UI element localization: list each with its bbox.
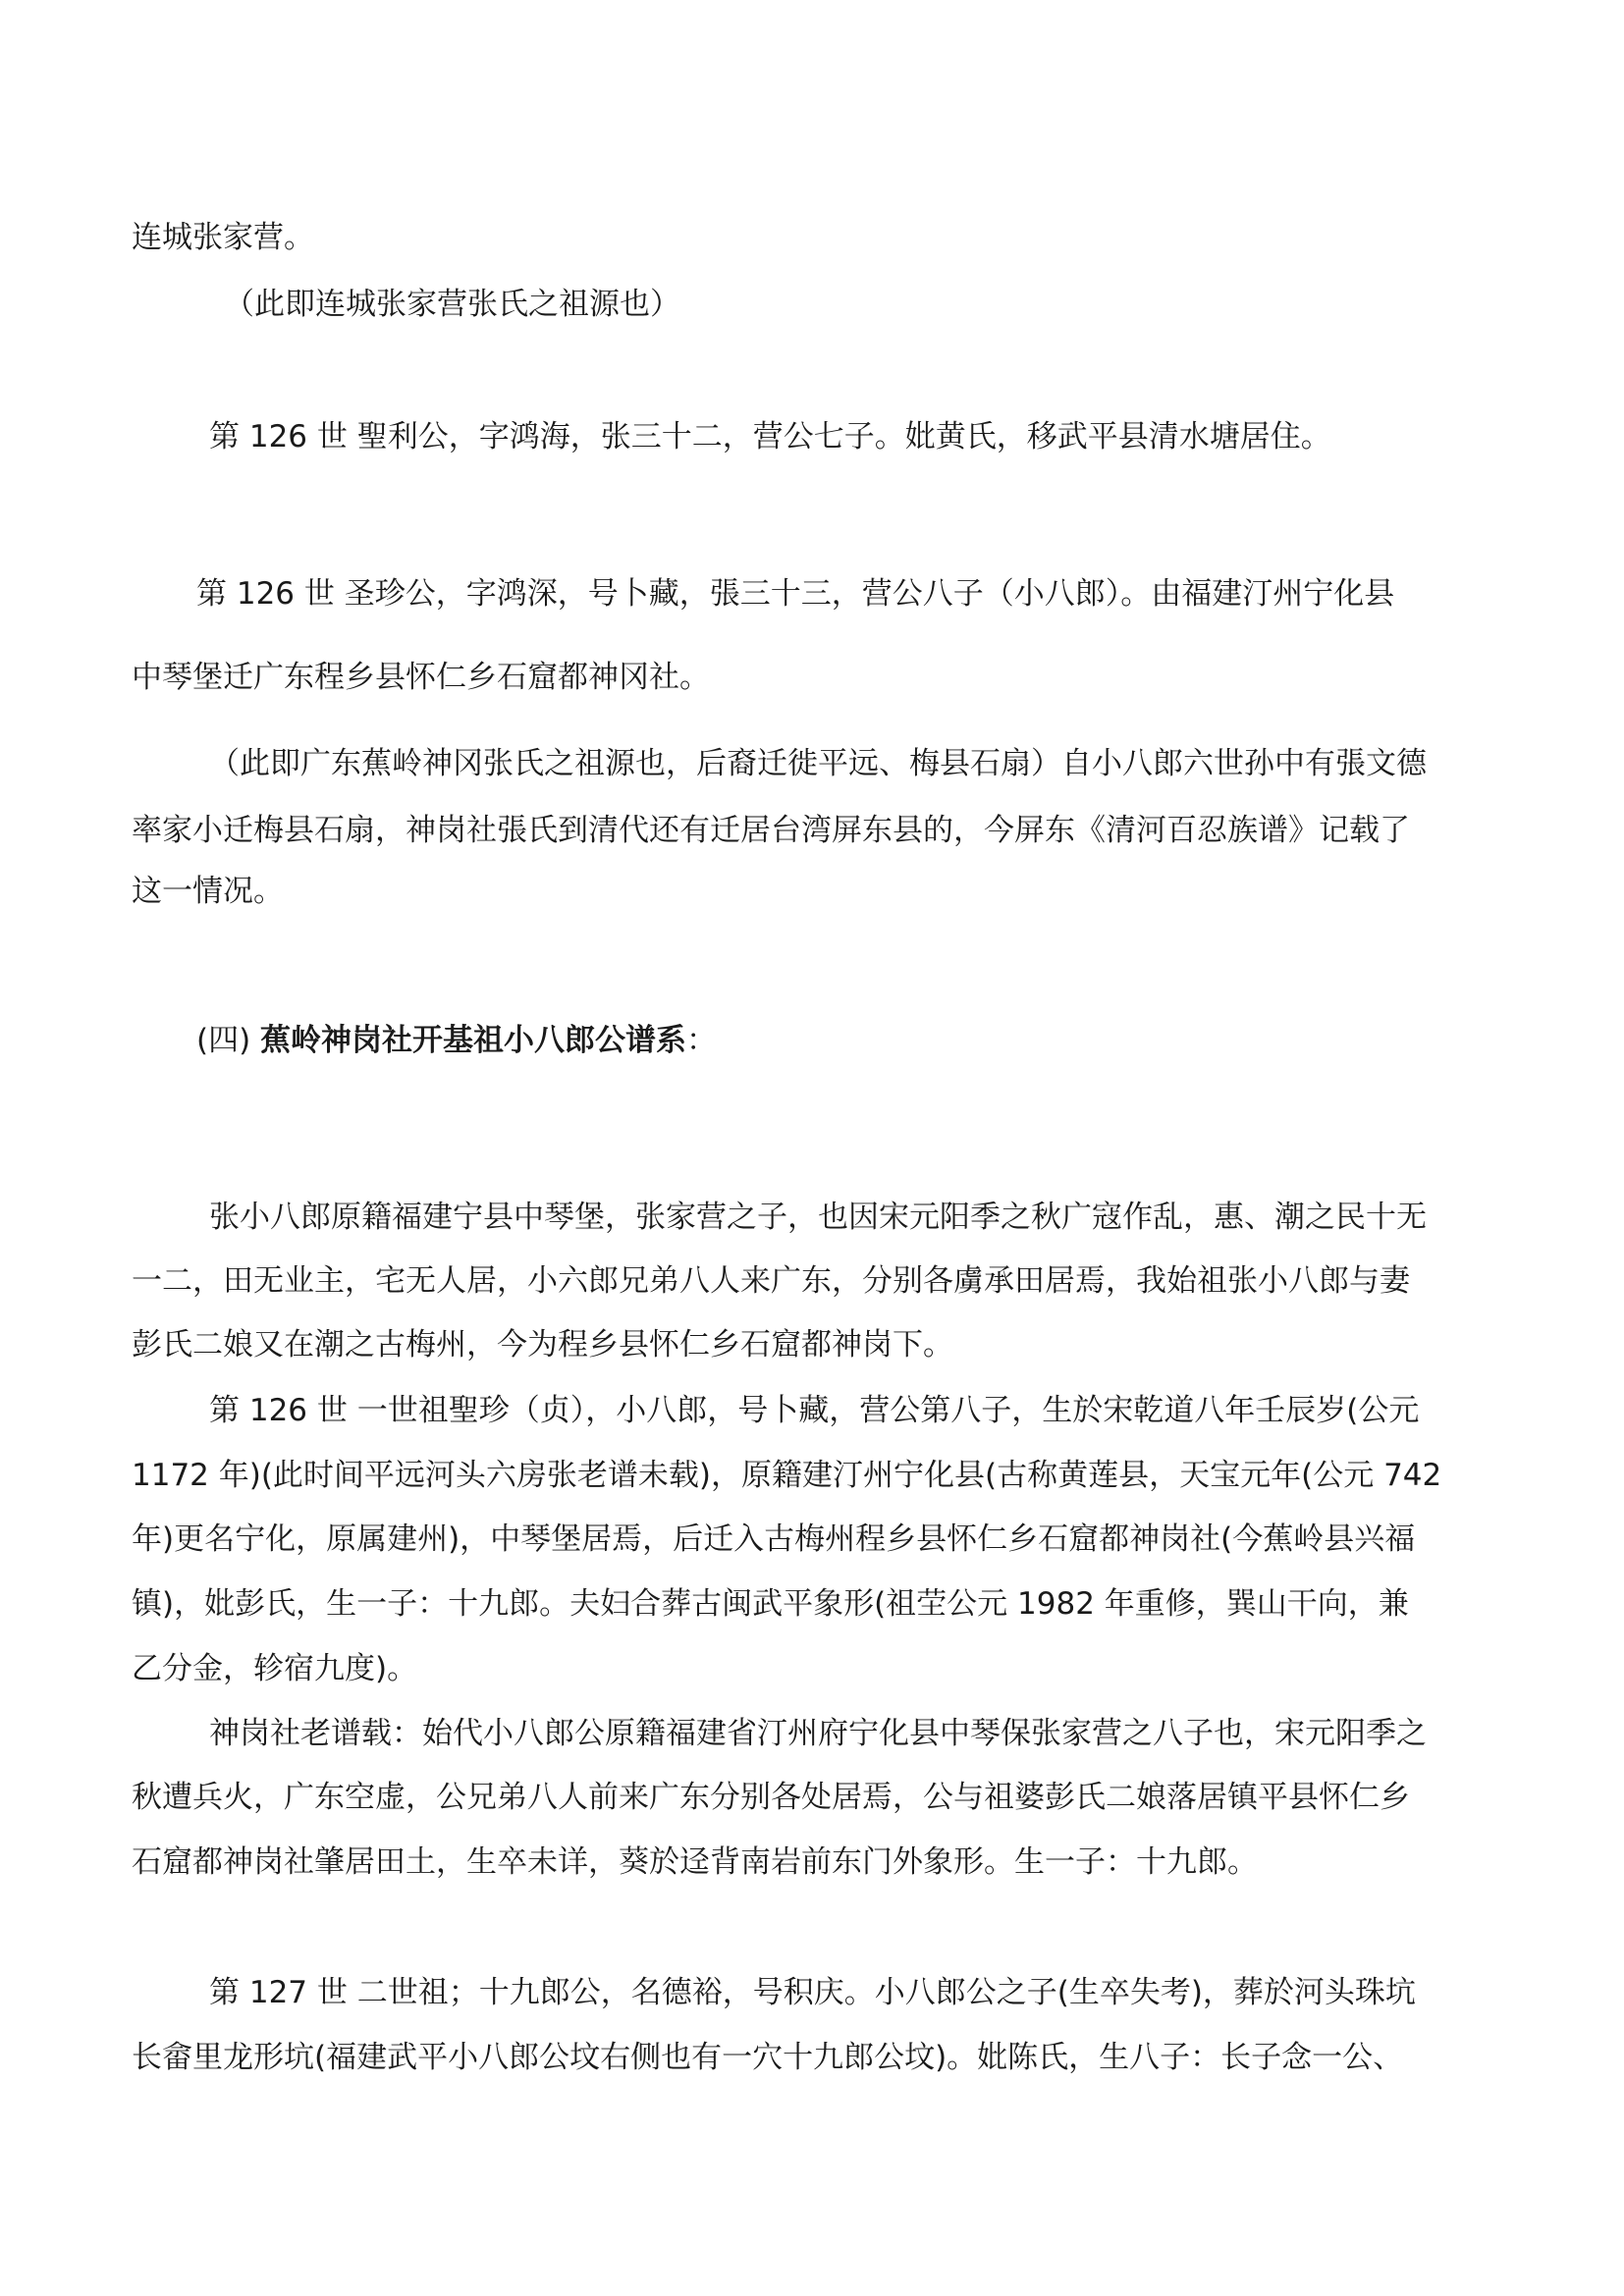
text-line: 第 126 世 聖利公，字鸿海，张三十二，营公七子。妣黄氏，移武平县清水塘居住。 [209, 419, 1331, 454]
text-line: 镇)，妣彭氏，生一子：十九郎。夫妇合葬古闽武平象形(祖茔公元 1982 年重修，巽山干向，兼 [132, 1586, 1409, 1622]
text-line: 这一情况。 [132, 874, 284, 909]
text-line: 神岗社老谱载：始代小八郎公原籍福建省汀州府宁化县中琴保张家营之八子也，宋元阳季之 [209, 1716, 1427, 1751]
text-line: （此即广东蕉岭神冈张氏之祖源也，后裔迁徙平远、梅县石扇）自小八郎六世孙中有張文德 [209, 746, 1427, 781]
text-line: 第 127 世 二世祖；十九郎公，名德裕，号积庆。小八郎公之子(生卒失考)，葬於河头珠坑 [209, 1975, 1416, 2010]
text-line: 一二，田无业主，宅无人居，小六郎兄弟八人来广东，分别各虜承田居焉，我始祖张小八郎与妻 [132, 1263, 1410, 1299]
text-line: 张小八郎原籍福建宁县中琴堡，张家营之子，也因宋元阳季之秋广寇作乱，惠、潮之民十无 [209, 1200, 1427, 1235]
text-line: （此即连城张家营张氏之祖源也） [224, 287, 680, 322]
text-line: 年)更名宁化，原属建州)，中琴堡居焉，后迁入古梅州程乡县怀仁乡石窟都神岗社(今蕉岭县兴福 [132, 1522, 1416, 1557]
text-line: 彭氏二娘又在潮之古梅州，今为程乡县怀仁乡石窟都神岗下。 [132, 1327, 953, 1362]
text-line: 中琴堡迁广东程乡县怀仁乡石窟都神冈社。 [132, 660, 710, 695]
text-line: 连城张家营。 [132, 220, 314, 255]
text-line: 率家小迁梅县石扇，神岗社張氏到清代还有迁居台湾屏东县的，今屏东《清河百忍族谱》记载了 [132, 813, 1410, 848]
text-line: 第 126 世 圣珍公，字鸿深，号卜藏，張三十三，营公八子（小八郎）。由福建汀州宁化县 [196, 576, 1395, 612]
section-heading-number: (四) [196, 1023, 261, 1058]
text-line: 石窟都神岗社肇居田土，生卒未详，葵於迳背南岩前东门外象形。生一子：十九郎。 [132, 1844, 1258, 1880]
section-heading-colon: ： [686, 1023, 718, 1058]
text-line: 乙分金，轸宿九度)。 [132, 1651, 418, 1686]
text-line: 第 126 世 一世祖聖珍（贞），小八郎，号卜藏，营公第八子，生於宋乾道八年壬辰岁(公元 [209, 1393, 1420, 1428]
text-line: 长畲里龙形坑(福建武平小八郎公坟右侧也有一穴十九郎公坟)。妣陈氏，生八子：长子念一公、 [132, 2040, 1404, 2075]
section-heading [196, 1021, 1581, 1060]
text-line: 秋遭兵火，广东空虚，公兄弟八人前来广东分别各处居焉，公与祖婆彭氏二娘落居镇平县怀仁乡 [132, 1780, 1410, 1815]
text-line: 1172 年)(此时间平远河头六房张老谱未载)，原籍建汀州宁化县(古称黄莲县，天宝元年(公元 742 [132, 1458, 1442, 1493]
section-heading-title: 蕉岭神岗社开基祖小八郎公谱系 [260, 1023, 687, 1058]
